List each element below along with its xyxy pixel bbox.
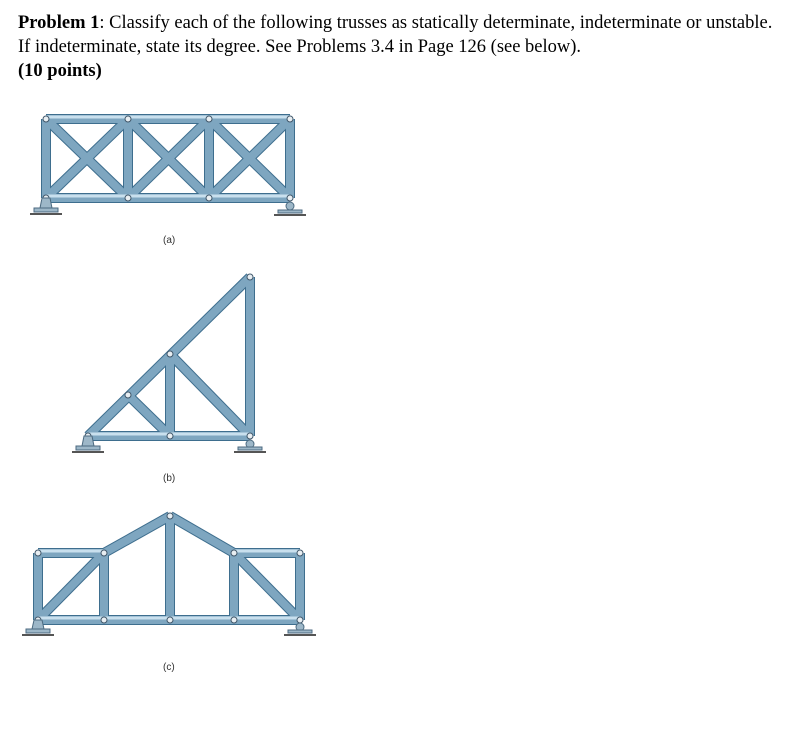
figure-caption-c: (c) [163, 662, 175, 673]
truss-figure-c [20, 505, 325, 640]
problem-label: Problem 1 [18, 13, 100, 33]
problem-statement [18, 11, 788, 83]
problem-colon: : [99, 13, 105, 33]
figure-caption-b: (b) [163, 473, 176, 484]
truss-figure-b [70, 270, 270, 455]
problem-text: Classify each of the following trusses as statically determinate, indeterminate or unstable. If indeterminate, state its degree. See Problems 3.4 in Page 126 (see below). [18, 13, 773, 57]
truss-figure-a [28, 108, 328, 223]
truss-a-members [46, 117, 290, 198]
truss-c-members [38, 516, 300, 620]
truss-a-roller-support [274, 202, 306, 216]
truss-b-roller-support [234, 440, 266, 453]
figure-caption-a: (a) [163, 235, 176, 246]
problem-points: (10 points) [18, 61, 102, 81]
